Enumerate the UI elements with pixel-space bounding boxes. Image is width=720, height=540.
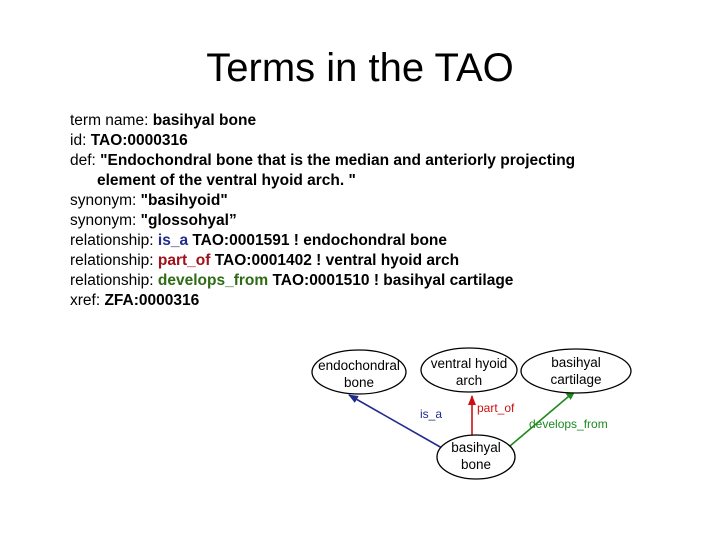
relationship-label: relationship: [70, 232, 158, 249]
edge-label-develops-from: develops_from [529, 417, 608, 431]
synonym-label: synonym: [70, 212, 141, 229]
relationship-target: TAO:0001402 ! ventral hyoid arch [210, 252, 460, 269]
relationship-label: relationship: [70, 252, 158, 269]
edge-is-a [349, 395, 442, 448]
edge-label-part-of: part_of [477, 401, 515, 415]
relationship-type: is_a [157, 232, 189, 249]
term-def-text-2: element of the ventral hyoid arch. " [97, 172, 356, 189]
term-def-text-1: "Endochondral bone that is the median and anteriorly projecting [100, 152, 576, 169]
synonym-value: "glossohyal” [140, 212, 237, 229]
term-id-value: TAO:0000316 [90, 132, 188, 149]
relationship-target: TAO:0001510 ! basihyal cartilage [268, 272, 514, 289]
node-ventral-hyoid-arch-line1: ventral hyoid [430, 356, 508, 371]
node-basihyal-cartilage-line1: basihyal [551, 355, 601, 370]
relationship-type: part_of [157, 252, 211, 269]
slide-title: Terms in the TAO [206, 46, 514, 90]
node-basihyal-cartilage-line2: cartilage [550, 372, 602, 387]
relationship-label: relationship: [70, 272, 158, 289]
term-def-label: def: [70, 152, 101, 169]
node-basihyal-bone-line1: basihyal [451, 440, 501, 455]
node-ventral-hyoid-arch-line2: arch [455, 373, 483, 388]
xref-label: xref: [70, 292, 105, 309]
synonym-label: synonym: [70, 192, 141, 209]
node-basihyal-bone-line2: bone [460, 457, 492, 472]
term-name-value: basihyal bone [152, 112, 257, 129]
xref-value: ZFA:0000316 [104, 292, 200, 309]
relationship-type: develops_from [157, 272, 269, 289]
node-endochondral-bone-line2: bone [343, 375, 375, 390]
node-endochondral-bone-line1: endochondral [318, 358, 400, 373]
synonym-value: "basihyoid" [140, 192, 228, 209]
edge-label-is-a: is_a [420, 407, 443, 421]
relationship-target: TAO:0001591 ! endochondral bone [188, 232, 448, 249]
term-name-label: term name: [70, 112, 153, 129]
term-id-label: id: [70, 132, 91, 149]
